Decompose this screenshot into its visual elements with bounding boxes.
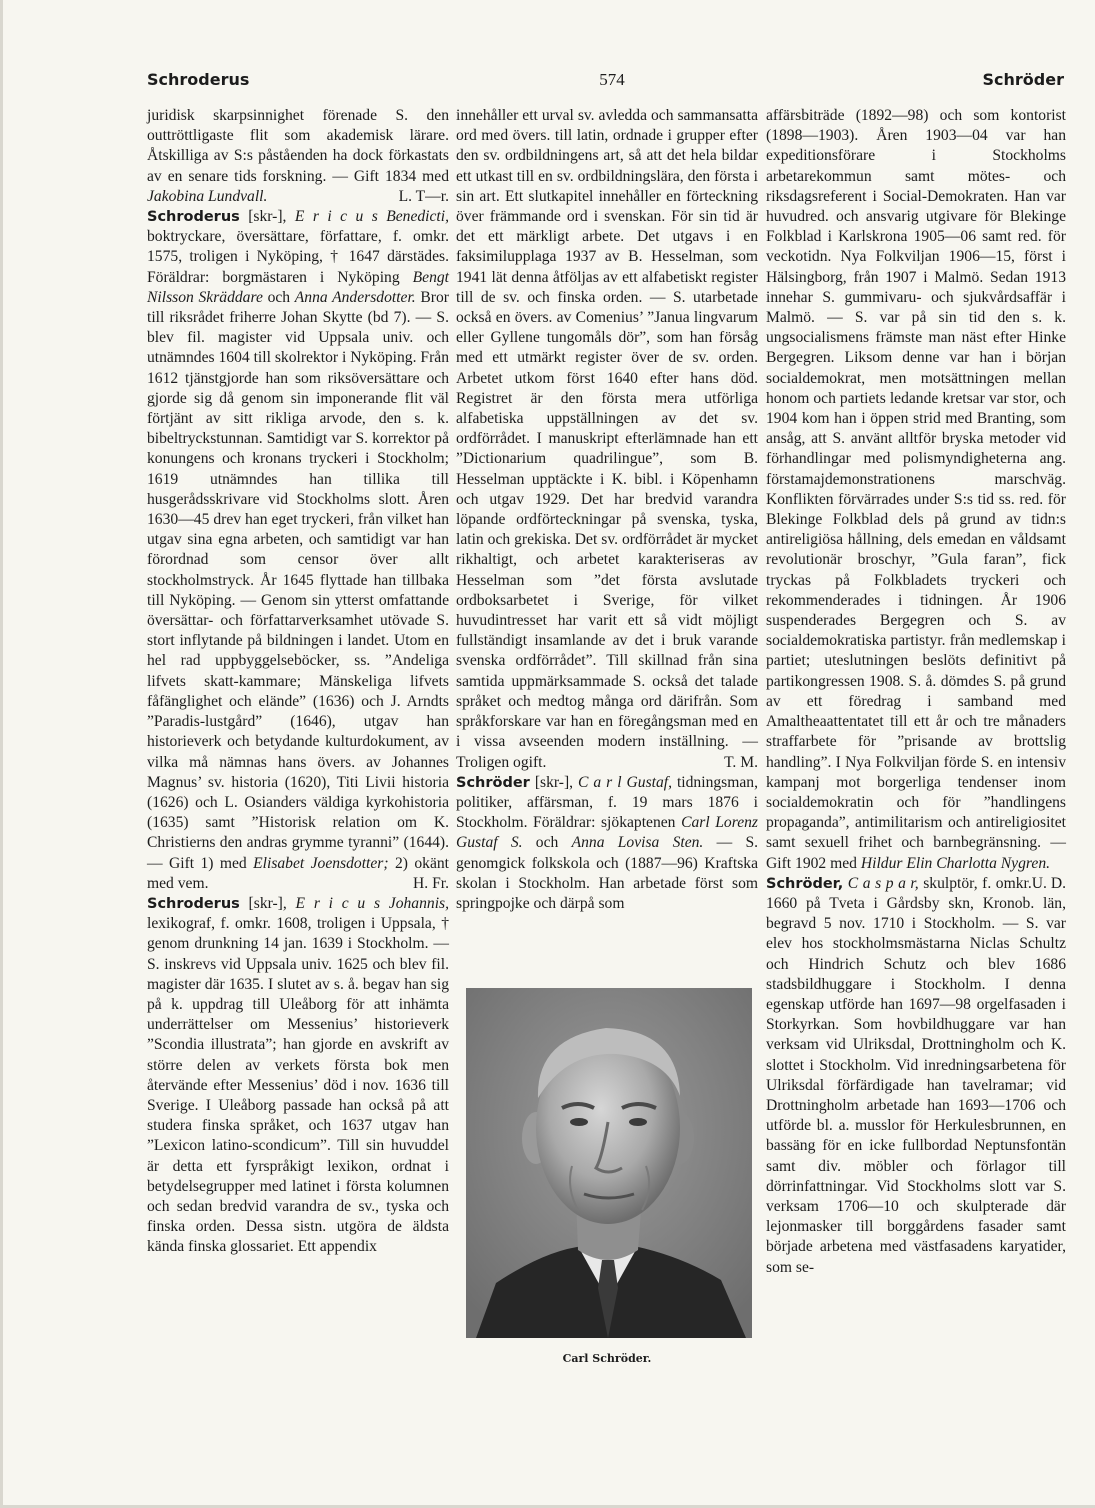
column-1 xyxy=(147,106,449,1258)
entry-lemma: Schroderus xyxy=(147,209,240,226)
entry-name: E r i c u s Benedicti, xyxy=(294,208,449,226)
portrait-illustration xyxy=(466,988,752,1338)
entry-ericus-johannis-continued: innehåller ett urval sv. avledda och sammansatta ord med övers. till latin, ordnade i grupper efter den sv. ordbildningens art, så att det hela bildar ett utkast till en sv. ordbildningslära, den första i sin art. Ett slutkapitel innehåller en förteckning över främmande ord i svenskan. För sin tid är det ett märkligt arbete. Det utgavs i en faksimilupplaga 1937 av B. Hesselman, som 1941 lät denna åtföljas av ett alfabetiskt register till de sv. och finska orden. — S. utarbetade också en övers. av Comenius’ ”Janua lingvarum eller Gyllene tungomåls dör”, som han försåg med ett utmärkt register över de sv. orden. Arbetet utkom först 1640 efter hans död. Registret är den första mera utförliga alfabetiska uppställningen av det sv. ordförrådet. I manuskript efterlämnade han ett ”Dictionarium quadrilingue”, som B. Hesselman upptäckte i K. bibl. i Köpenhamn och utgav 1929. Det har bredvid varandra löpande ordförteckningar på svenska, tyska, latin och grekiska. Det sv. ordförrådet är mycket rikhaltigt, och arbetet karakteriseras av Hesselman som ”det första avslutade ordboksarbetet i Sverige, för vilket huvudintresset har varit ett så vidt möjligt fullständigt insamlande av det i bruk varande svenska ordförrådet”. Till skillnad från sina samtida uppmärksammade S. också det talade språket och medtog många ord därifrån. Som språkforskare var han en föregångsman med en i vissa avseenden modern inställning. — Troligen ogift. T. M. xyxy=(456,106,758,773)
entry-name: C a s p a r, xyxy=(843,874,919,892)
author-signature: L. T—r. xyxy=(398,187,449,205)
entry-ericus-benedicti: Schroderus [skr-], E r i c u s Benedicti, boktryckare, översättare, författare, f. omkr. 1575, troligen i Nyköping, † 1647 därstädes. Föräldrar: borgmästaren i Nyköping Bengt Nilsson Skräddare och Anna Andersdotter. Bror till riksrådet friherre Johan Skytte (bd 7). — S. blev fil. magister vid Uppsala univ. och utnämndes 1604 till skolrektor i Nyköping. Från 1612 tjänstgjorde han som riksöversättare och gjorde sig då genom sin imponerande flit väl förtjänt av sitt rikliga arvode, den s. k. bibeltryckstunnan. Samtidigt var S. korrektor på konungens och kronans tryckeri i Stockholm; 1619 utnämndes han tillika till husgerådsskrivare vid Stockholms slott. Åren 1630—45 drev han eget tryckeri, från vilket han utgav sina egna arbeten, och samtidigt var han förordnad som censor över allt stockholmstryck. År 1645 flyttade han tillbaka till Nyköping. — Genom sin ytterst omfattande översättar- och författarverksamhet utövade S. stort inflytande på bildningen i landet. Utom en hel rad uppbyggelseböcker, ss. ”Andeliga lifvets skatt-kammare; Mänskeliga lifvets fåfänglighet och elände” (1636) och J. Arndts ”Paradis-lustgård” (1646), utgav han historieverk och betydande kulturdokument, av vilka må nämnas hans övers. av Johannes Magnus’ sv. historia (1620), Titi Livii historia (1626) och L. Osianders väldiga kyrkohistoria (1635) samt ”Historisk relation om K. Christierns den andras grymme tyranni” (1644). — Gift 1) med Elisabet Joensdotter; 2) okänt med vem. H. Fr. xyxy=(147,207,449,894)
entry-lemma: Schröder xyxy=(456,774,530,791)
column-2 xyxy=(456,106,758,914)
author-signature: H. Fr. xyxy=(413,874,449,892)
entry-name: C a r l Gustaf, xyxy=(578,773,672,791)
entry-caspar-schroder: Schröder, C a s p a r, skulptör, f. omkr. 1660 på Tveta i Gårdsby skn, Kronob. län, begravd 5 nov. 1710 i Stockholm. — S. var elev hos stockholmsmästarna Niclas Schultz och Hindrich Schutz och blev 1686 stadsbildhuggare i Stockholm. I denna egenskap utförde han 1697—98 orgelfasaden i Storkyrkan. Som hovbildhuggare var han verksam vid Ulriksdal, Drottningholm och K. slottet i Stockholm. Vid inredningsarbetena för Ulriksdal förfärdigade han tavelramar; vid Drottningholm arbetade han 1693—1706 och utförde bl. a. musslor för Herkulesbrunnen, en bassäng för en icke fullbordad Neptunsfontän samt div. möbler och förlagor till dörrinfattningar. Vid Stockholms slott var S. verksam 1706—10 och skulpterade där lejonmasker till borggårdens fasader samt började arbetena med västfasadens karyatider, som se- xyxy=(766,874,1066,1276)
header-right-word: Schröder xyxy=(982,70,1064,89)
entry-ericus-johannis: Schroderus [skr-], E r i c u s Johannis, lexikograf, f. omkr. 1608, troligen i Uppsala, † genom drunkning 14 jan. 1639 i Stockholm. — S. inskrevs vid Uppsala univ. 1625 och blev fil. magister där 1635. I slutet av s. å. begav han sig på k. uppdrag till Uleåborg för att inhämta underrättelser om Messenius’ historieverk ”Scondia illustrata”; han gjorde en avskrift av större delen av verkets första bok men återvände efter Messenius’ död i nov. 1636 till Sverige. I Uleåborg passade han också på att studera finska språket, och 1637 utgav han ”Lexicon latino-scondicum”. Till sin huvuddel är detta ett fyrspråkigt lexikon, ordnat i betydelsegrupper med latinet i första kolumnen och sedan bredvid varandra de sv., tyska och finska orden. Dessa sistn. utgöra de äldsta kända finska glossariet. Ett appendix xyxy=(147,894,449,1256)
entry-name: E r i c u s Johannis, xyxy=(295,894,449,912)
entry-schroderus-continued: juridisk skarpsinnighet förenade S. den outtröttligaste flit som akademisk lärare. Åtskilliga av S:s påståenden ha dock förkastats av en senare tids forskning. — Gift 1834 med Jakobina Lundvall. L. T—r. xyxy=(147,106,449,207)
portrait-photo xyxy=(466,988,752,1338)
column-3 xyxy=(766,106,1066,1278)
entry-carl-schroder-continued: affärsbiträde (1892—98) och som kontorist (1898—1903). Åren 1903—04 var han expeditionsförare i Stockholms arbetarekommun samt mötes- och riksdagsreferent i Social-Demokraten. Han var huvudred. och ansvarig utgivare för Blekinge Folkblad i Karlskrona 1905—06 samt red. för veckotidn. Nya Folkviljan 1906—15, först i Hälsingborg, från 1907 i Malmö. Sedan 1913 innehar S. gummivaru- och sjukvårdsaffär i Malmö. — S. var på sin tid den s. k. ungsocialismens främste man näst efter Hinke Bergegren. Liksom denne var han i början socialdemokrat, men motsättningen mellan honom och partiets ledande kretsar var stor, och 1904 kom han i öppen strid med Branting, som ansåg, att S. använt alltför bryska metoder vid förhandlingar med polismyndigheterna ang. förstamajdemonstrationens marschväg. Konflikten förvärrades under S:s tid ss. red. för Blekinge Folkblad dels på grund av tidn:s antireligiösa hållning, dels emedan en våldsamt revolutionär broschyr, ”Gula faran”, fick tryckas på Folkbladets tryckeri och rekommenderades i tidningen. År 1906 suspenderades Bergegren och S. av socialdemokratiska partistyr. från medlemskap i partiet; uteslutningen beslöts definitivt på partikongressen 1908. S. å. dömdes S. på grund av ett föredrag i samband med Amaltheaattentatet till ett år och tre månaders straffarbete för ”prisande av brottslig handling”. I Nya Folkviljan förde S. en intensiv kampanj mot borgerliga tendenser inom socialdemokratin och för ”handlingens propaganda”, antimilitarism och antireligiositet samt sexuell frihet och barnbegränsning. — Gift 1902 med Hildur Elin Charlotta Nygren. U. D. xyxy=(766,106,1066,874)
spouse-name: Hildur Elin Charlotta Nygren. xyxy=(860,854,1051,872)
header-left-word: Schroderus xyxy=(147,70,250,89)
photo-caption: Carl Schröder. xyxy=(562,1352,652,1365)
entry-lemma: Schroderus xyxy=(147,895,240,912)
entry-lemma: Schröder, xyxy=(766,875,844,892)
page-number: 574 xyxy=(599,70,625,89)
entry-carl-schroder: Schröder [skr-], C a r l Gustaf, tidningsman, politiker, affärsman, f. 19 mars 1876 i Stockholm. Föräldrar: sjökaptenen Carl Lorenz Gustaf S. och Anna Lovisa Sten. — S. genomgick folkskola och (1887—96) Kraftska skolan i Stockholm. Han arbetade först som springpojke och därpå som xyxy=(456,773,759,912)
running-header xyxy=(147,70,1064,98)
author-signature: U. D. xyxy=(1031,874,1066,892)
spouse-name: Jakobina Lundvall. xyxy=(147,187,268,205)
author-signature: T. M. xyxy=(724,753,758,771)
